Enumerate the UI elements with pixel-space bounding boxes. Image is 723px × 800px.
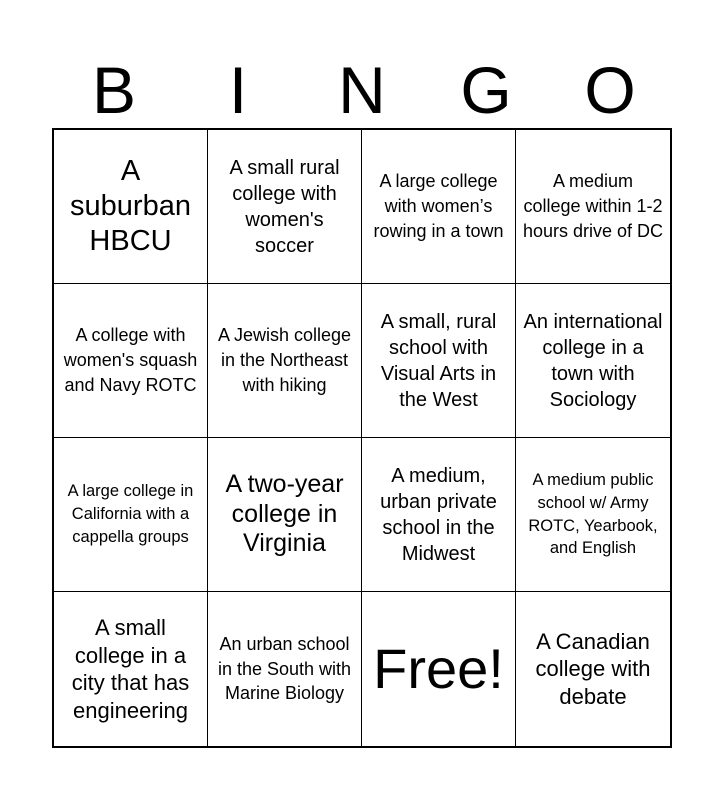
bingo-cell-text: A Canadian college with debate xyxy=(535,628,651,709)
header-letter-n: N xyxy=(338,53,386,127)
bingo-cell-r4c4[interactable] xyxy=(516,592,670,746)
bingo-cell-text: A medium public school w/ Army ROTC, Yearbook, and English xyxy=(528,470,658,558)
bingo-cell-text: A medium, urban private school in the Midwest xyxy=(380,464,497,565)
bingo-card-grid xyxy=(52,128,672,748)
bingo-cell-text: A small, rural school with Visual Arts in the West xyxy=(380,310,497,411)
bingo-cell-text: A Jewish college in the Northeast with hiking xyxy=(217,325,352,395)
bingo-cell-text: A large college with women’s rowing in a town xyxy=(373,171,504,241)
header-letter-b: B xyxy=(91,53,137,127)
bingo-cell-text: A two-year college in Virginia xyxy=(225,470,344,558)
bingo-cell-r2c3[interactable] xyxy=(362,284,516,438)
bingo-cell-r3c1[interactable] xyxy=(54,438,208,592)
bingo-cell-text: A large college in California with a cappella groups xyxy=(67,482,194,546)
bingo-cell-text: A small rural college with women's soccer xyxy=(229,156,340,257)
bingo-cell-r1c1[interactable] xyxy=(54,130,208,284)
bingo-cell-r3c4[interactable] xyxy=(516,438,670,592)
bingo-cell-r4c2[interactable] xyxy=(208,592,362,746)
bingo-cell-r1c4[interactable] xyxy=(516,130,670,284)
bingo-cell-r2c4[interactable] xyxy=(516,284,670,438)
bingo-cell-text: A suburban HBCU xyxy=(70,155,191,257)
header-letter-o: O xyxy=(584,53,636,127)
bingo-cell-text: Free! xyxy=(373,637,504,700)
bingo-free-space[interactable] xyxy=(362,592,516,746)
header-letter-i: I xyxy=(228,53,248,127)
bingo-cell-r2c1[interactable] xyxy=(54,284,208,438)
bingo-cell-text: An international college in a town with Sociology xyxy=(523,310,663,411)
bingo-cell-text: A college with women's squash and Navy ROTC xyxy=(63,325,198,395)
bingo-cell-text: A medium college within 1-2 hours drive of DC xyxy=(522,171,664,241)
header-letter-g: G xyxy=(460,53,512,127)
bingo-cell-text: An urban school in the South with Marine Biology xyxy=(217,633,352,704)
bingo-cell-r2c2[interactable] xyxy=(208,284,362,438)
bingo-cell-r1c2[interactable] xyxy=(208,130,362,284)
bingo-header xyxy=(52,52,672,128)
bingo-cell-r1c3[interactable] xyxy=(362,130,516,284)
bingo-cell-r4c1[interactable] xyxy=(54,592,208,746)
bingo-cell-r3c3[interactable] xyxy=(362,438,516,592)
bingo-cell-text: A small college in a city that has engineering xyxy=(71,615,190,723)
bingo-cell-r3c2[interactable] xyxy=(208,438,362,592)
